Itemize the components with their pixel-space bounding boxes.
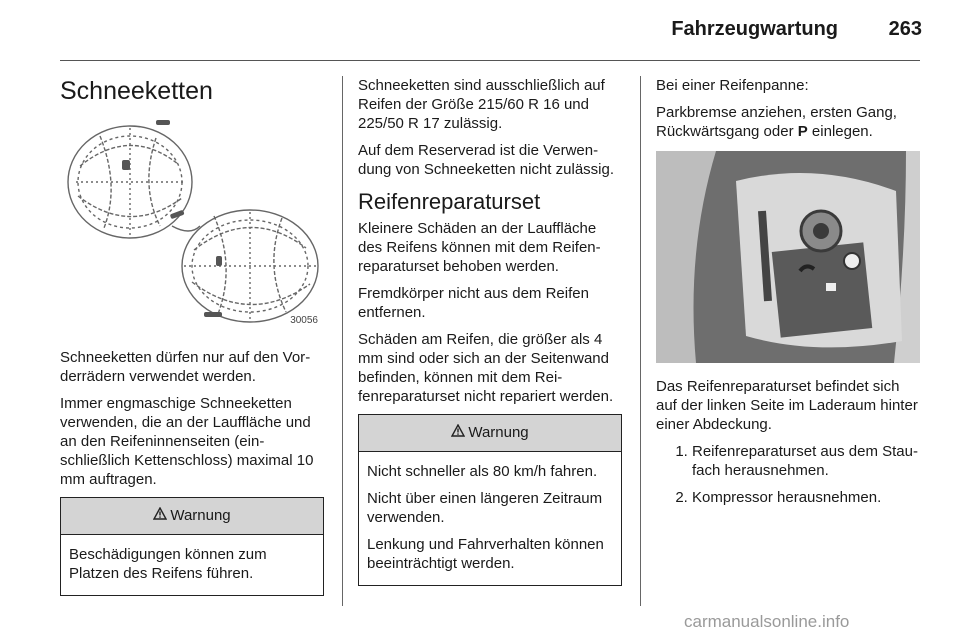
header-title: Fahrzeugwartung [671,18,838,40]
gear-key-label: P [797,123,808,140]
paragraph: Schäden am Reifen, die größer als 4 mm sind oder sich an der Seitenwand befinden, können mit dem Reifenreparaturset nicht repariert werden. [358,331,614,405]
paragraph-text: einlegen. [807,123,873,140]
warning-line: Nicht schneller als 80 km/h fahren. [367,463,598,480]
snow-chains-illustration [60,116,324,334]
warning-text: Beschädigungen können zum Platzen des Reifens führen. [69,546,267,582]
section-heading: Reifenreparaturset [358,189,541,214]
warning-header [61,498,323,535]
figure-number: 30056 [290,315,318,326]
section-heading: Schneeketten [60,77,213,105]
column-divider [640,76,641,606]
paragraph: Schneeketten sind ausschließlich auf Reifen der Größe 215/60 R 16 und 225/50 R 17 zulässig. [358,77,605,132]
paragraph: Kleinere Schäden an der Lauffläche des Reifens können mit dem Reifenreparaturset behoben werden. [358,220,601,275]
repair-kit-photo [656,151,920,363]
watermark: carmanualsonline.info [684,612,850,631]
warning-title: Warnung [468,424,529,441]
paragraph [656,103,920,141]
step-item: 2. Kompressor herausnehmen. [692,488,920,507]
column-divider [342,76,343,606]
warning-triangle-icon [451,415,465,451]
paragraph: Immer engmaschige Schneeketten verwenden, die an der Lauffläche und an den Reifeninnenseiten (einschließlich Kettenschloss) maximal 10 mm auftragen. [60,395,314,488]
paragraph: Fremdkörper nicht aus dem Reifen entfernen. [358,285,589,321]
column-3 [656,76,920,515]
paragraph-text: Parkbremse anziehen, ersten Gang, Rückwärtsgang oder [656,104,897,140]
paragraph: Schneeketten dürfen nur auf den Vorderrädern verwendet werden. [60,349,311,385]
paragraph: Das Reifenreparaturset befindet sich auf der linken Seite im Laderaum hinter einer Abdeckung. [656,378,918,433]
paragraph: Auf dem Reserverad ist die Verwendung von Schneeketten nicht zulässig. [358,142,615,178]
column-1 [60,76,324,596]
column-2 [358,76,622,586]
step-list [656,442,920,507]
header-rule [60,60,920,61]
warning-title: Warnung [170,507,231,524]
snow-chains-drawing [60,116,324,334]
paragraph: Bei einer Reifenpanne: [656,77,809,94]
cargo-compartment-drawing [656,151,920,363]
warning-line: Nicht über einen längeren Zeitraum verwenden. [367,490,603,526]
warning-box [358,414,622,586]
warning-triangle-icon [153,498,167,534]
warning-line: Lenkung und Fahrverhalten können beeinträchtigt werden. [367,536,604,572]
page-number: 263 [888,18,922,40]
warning-box [60,497,324,596]
step-item: 1. Reifenreparaturset aus dem Staufach herausnehmen. [692,442,920,480]
warning-header [359,415,621,452]
